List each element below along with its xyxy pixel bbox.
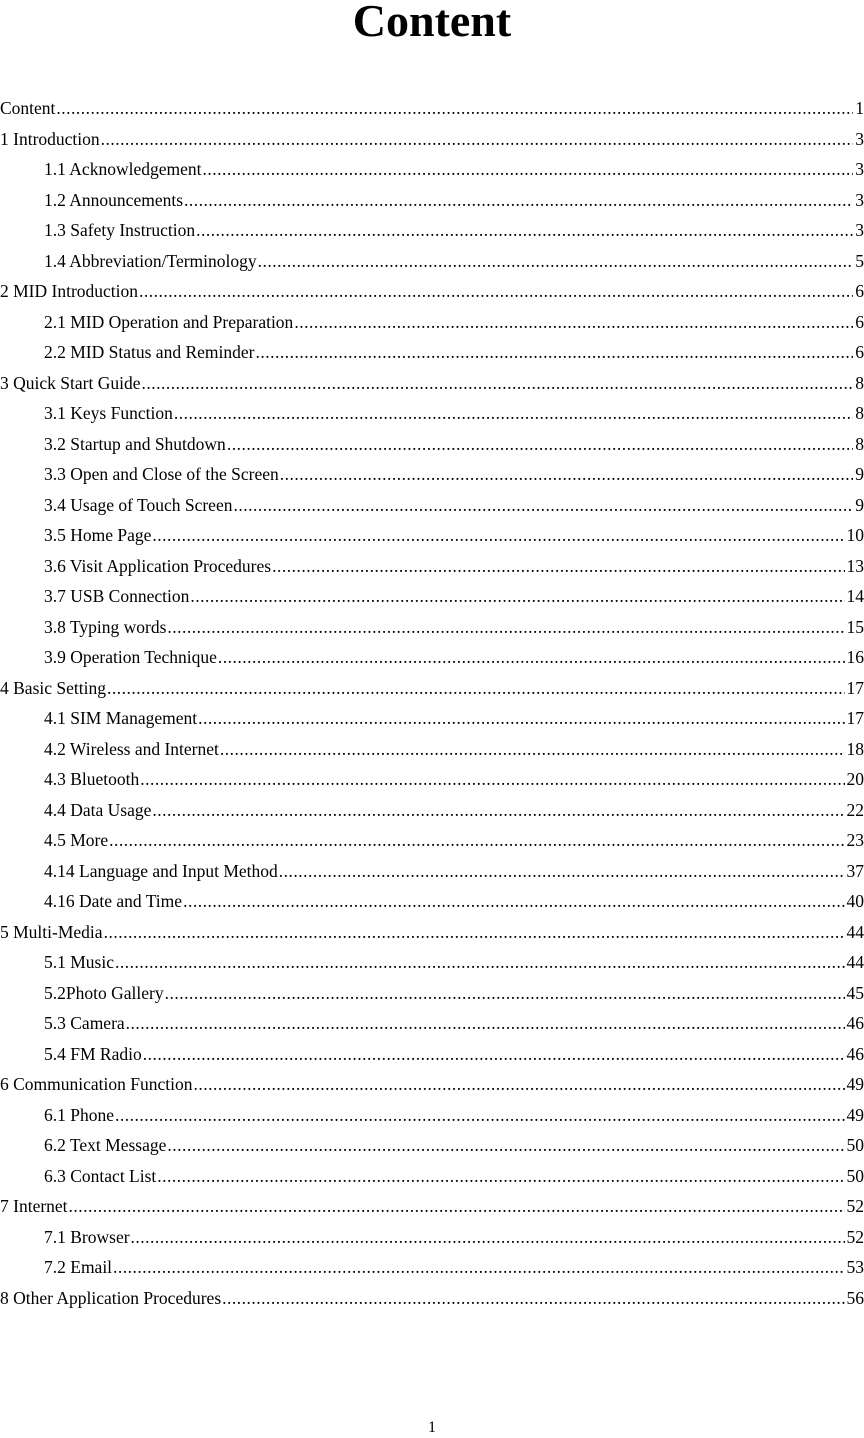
toc-entry[interactable] — [0, 1283, 864, 1314]
toc-entry[interactable] — [0, 825, 864, 856]
toc-entry[interactable] — [0, 551, 864, 582]
toc-entry[interactable] — [0, 1161, 864, 1192]
toc-entry-page: 45 — [846, 982, 864, 1003]
toc-entry[interactable] — [0, 337, 864, 368]
toc-entry[interactable] — [0, 124, 864, 155]
toc-entry-label: 4.4 Data Usage — [44, 799, 152, 820]
toc-entry-page: 6 — [855, 342, 864, 362]
toc-dot-leader — [56, 93, 853, 124]
toc-entry[interactable] — [0, 276, 864, 307]
toc-entry-page: 50 — [846, 1165, 864, 1186]
toc-entry-page: 23 — [846, 830, 864, 850]
toc-entry-page: 3 — [855, 128, 864, 149]
toc-entry[interactable] — [0, 520, 864, 551]
toc-dot-leader — [202, 154, 853, 185]
toc-entry-label: 5.1 Music — [44, 952, 114, 972]
toc-entry-label: 3 Quick Start Guide — [0, 372, 141, 393]
toc-entry-page: 50 — [846, 1135, 864, 1155]
toc-entry-page: 46 — [846, 1043, 864, 1064]
toc-dot-leader — [107, 673, 845, 704]
toc-dot-leader — [184, 185, 853, 216]
toc-entry-page: 44 — [846, 952, 864, 972]
toc-entry[interactable] — [0, 93, 864, 124]
toc-entry-label: 2 MID Introduction — [0, 281, 139, 301]
toc-entry-label: 6 Communication Function — [0, 1074, 193, 1094]
toc-entry-page: 3 — [855, 220, 864, 240]
toc-dot-leader — [101, 124, 854, 155]
toc-entry-page: 17 — [846, 708, 864, 728]
toc-entry-page: 20 — [846, 769, 864, 789]
toc-dot-leader — [198, 703, 844, 734]
toc-dot-leader — [258, 246, 854, 277]
toc-dot-leader — [220, 734, 845, 765]
toc-entry[interactable] — [0, 1191, 864, 1222]
toc-dot-leader — [109, 825, 844, 856]
toc-entry[interactable] — [0, 1222, 864, 1253]
toc-entry[interactable] — [0, 154, 864, 185]
toc-entry-page: 18 — [846, 738, 864, 759]
toc-entry-label: 1.4 Abbreviation/Terminology — [44, 250, 257, 271]
toc-entry-label: 1.1 Acknowledgement — [44, 159, 202, 179]
toc-entry-page: 16 — [846, 647, 864, 667]
toc-entry-page: 15 — [846, 616, 864, 637]
toc-entry-label: 7.2 Email — [44, 1257, 113, 1277]
toc-dot-leader — [167, 1130, 844, 1161]
toc-entry[interactable] — [0, 215, 864, 246]
toc-entry-label: 3.3 Open and Close of the Screen — [44, 464, 279, 484]
toc-entry[interactable] — [0, 185, 864, 216]
toc-entry-page: 44 — [846, 921, 864, 942]
toc-entry[interactable] — [0, 459, 864, 490]
toc-entry-page: 14 — [846, 586, 864, 606]
toc-dot-leader — [165, 978, 845, 1009]
toc-entry-label: 2.2 MID Status and Reminder — [44, 342, 255, 362]
toc-entry-page: 56 — [846, 1287, 864, 1308]
toc-dot-leader — [280, 459, 854, 490]
toc-dot-leader — [126, 1008, 845, 1039]
toc-dot-leader — [222, 1283, 844, 1314]
toc-dot-leader — [196, 215, 853, 246]
toc-dot-leader — [227, 429, 853, 460]
toc-dot-leader — [113, 1252, 844, 1283]
toc-entry-label: 3.2 Startup and Shutdown — [44, 433, 226, 454]
page-title: Content — [352, 0, 512, 46]
toc-entry-label: 1 Introduction — [0, 128, 100, 149]
toc-dot-leader — [174, 398, 853, 429]
toc-entry-label: 2.1 MID Operation and Preparation — [44, 311, 294, 332]
toc-entry-label: 4.1 SIM Management — [44, 708, 198, 728]
toc-entry-page: 1 — [855, 98, 864, 118]
toc-entry[interactable] — [0, 856, 864, 887]
toc-dot-leader — [279, 856, 845, 887]
toc-entry-page: 5 — [855, 250, 864, 271]
toc-dot-leader — [152, 520, 844, 551]
toc-entry-page: 17 — [846, 677, 864, 698]
toc-dot-leader — [190, 581, 844, 612]
toc-entry-label: 4.14 Language and Input Method — [44, 860, 278, 881]
toc-dot-leader — [139, 276, 853, 307]
toc-dot-leader — [115, 947, 845, 978]
toc-dot-leader — [143, 1039, 845, 1070]
toc-entry-label: 7 Internet — [0, 1196, 68, 1216]
toc-entry-label: 3.5 Home Page — [44, 525, 152, 545]
toc-entry-label: 3.6 Visit Application Procedures — [44, 555, 272, 576]
toc-entry[interactable] — [0, 246, 864, 277]
toc-entry[interactable] — [0, 368, 864, 399]
toc-entry-page: 9 — [855, 464, 864, 484]
toc-dot-leader — [157, 1161, 844, 1192]
page-number: 1 — [428, 1419, 436, 1436]
toc-entry-page: 8 — [855, 403, 864, 423]
toc-entry-label: 4.5 More — [44, 830, 109, 850]
toc-dot-leader — [167, 612, 844, 643]
toc-entry-page: 3 — [855, 189, 864, 210]
toc-entry[interactable] — [0, 947, 864, 978]
toc-entry-page: 10 — [846, 525, 864, 545]
toc-entry-page: 8 — [855, 433, 864, 454]
toc-entry-page: 6 — [855, 281, 864, 301]
toc-entry[interactable] — [0, 1252, 864, 1283]
toc-entry-label: 6.2 Text Message — [44, 1135, 167, 1155]
toc-entry-label: 3.4 Usage of Touch Screen — [44, 494, 233, 515]
toc-dot-leader — [104, 917, 845, 948]
toc-entry-label: 3.9 Operation Technique — [44, 647, 217, 667]
toc-entry-label: 6.1 Phone — [44, 1104, 114, 1125]
toc-entry-label: 4.3 Bluetooth — [44, 769, 140, 789]
toc-entry[interactable] — [0, 673, 864, 704]
toc-entry-label: Content — [0, 98, 56, 118]
toc-entry-label: 1.2 Announcements — [44, 189, 184, 210]
toc-entry[interactable] — [0, 429, 864, 460]
toc-entry-label: 3.8 Typing words — [44, 616, 167, 637]
toc-entry[interactable] — [0, 886, 864, 917]
toc-entry-label: 7.1 Browser — [44, 1226, 130, 1247]
toc-entry-page: 52 — [846, 1196, 864, 1216]
toc-entry[interactable] — [0, 1069, 864, 1100]
toc-entry[interactable] — [0, 978, 864, 1009]
toc-entry[interactable] — [0, 307, 864, 338]
toc-entry-label: 5.4 FM Radio — [44, 1043, 142, 1064]
toc-entry-label: 1.3 Safety Instruction — [44, 220, 196, 240]
toc-entry-label: 5.2Photo Gallery — [44, 982, 164, 1003]
toc-entry[interactable] — [0, 581, 864, 612]
toc-entry-page: 8 — [855, 372, 864, 393]
toc-entry[interactable] — [0, 764, 864, 795]
toc-entry[interactable] — [0, 795, 864, 826]
toc-entry-page: 9 — [855, 494, 864, 515]
toc-entry-label: 4 Basic Setting — [0, 677, 106, 698]
toc-entry[interactable] — [0, 1100, 864, 1131]
toc-dot-leader — [194, 1069, 845, 1100]
toc-entry[interactable] — [0, 490, 864, 521]
toc-entry[interactable] — [0, 398, 864, 429]
toc-entry[interactable] — [0, 1130, 864, 1161]
toc-dot-leader — [233, 490, 853, 521]
toc-entry-page: 49 — [846, 1074, 864, 1094]
toc-dot-leader — [294, 307, 853, 338]
toc-entry-label: 5 Multi-Media — [0, 921, 103, 942]
toc-entry-label: 5.3 Camera — [44, 1013, 125, 1033]
toc-dot-leader — [255, 337, 853, 368]
toc-entry-page: 37 — [846, 860, 864, 881]
toc-entry-label: 4.2 Wireless and Internet — [44, 738, 219, 759]
toc-entry-page: 52 — [846, 1226, 864, 1247]
toc-entry-page: 40 — [846, 891, 864, 911]
toc-entry-label: 3.1 Keys Function — [44, 403, 173, 423]
toc-entry-page: 6 — [855, 311, 864, 332]
toc-entry-label: 3.7 USB Connection — [44, 586, 190, 606]
toc-dot-leader — [272, 551, 844, 582]
toc-entry-page: 53 — [846, 1257, 864, 1277]
toc-entry-page: 13 — [846, 555, 864, 576]
toc-dot-leader — [69, 1191, 845, 1222]
toc-entry[interactable] — [0, 703, 864, 734]
toc-entry[interactable] — [0, 1039, 864, 1070]
toc-entry-page: 46 — [846, 1013, 864, 1033]
toc-entry[interactable] — [0, 1008, 864, 1039]
toc-entry-label: 4.16 Date and Time — [44, 891, 183, 911]
toc-dot-leader — [152, 795, 844, 826]
toc-entry-page: 3 — [855, 159, 864, 179]
toc-dot-leader — [141, 368, 853, 399]
toc-entry[interactable] — [0, 734, 864, 765]
toc-entry[interactable] — [0, 642, 864, 673]
table-of-contents — [0, 93, 864, 1313]
toc-dot-leader — [218, 642, 845, 673]
toc-entry[interactable] — [0, 917, 864, 948]
toc-dot-leader — [140, 764, 844, 795]
toc-entry-page: 22 — [846, 799, 864, 820]
toc-entry[interactable] — [0, 612, 864, 643]
toc-entry-label: 6.3 Contact List — [44, 1165, 157, 1186]
toc-entry-page: 49 — [846, 1104, 864, 1125]
toc-dot-leader — [115, 1100, 845, 1131]
toc-dot-leader — [183, 886, 844, 917]
toc-dot-leader — [131, 1222, 845, 1253]
toc-entry-label: 8 Other Application Procedures — [0, 1287, 222, 1308]
